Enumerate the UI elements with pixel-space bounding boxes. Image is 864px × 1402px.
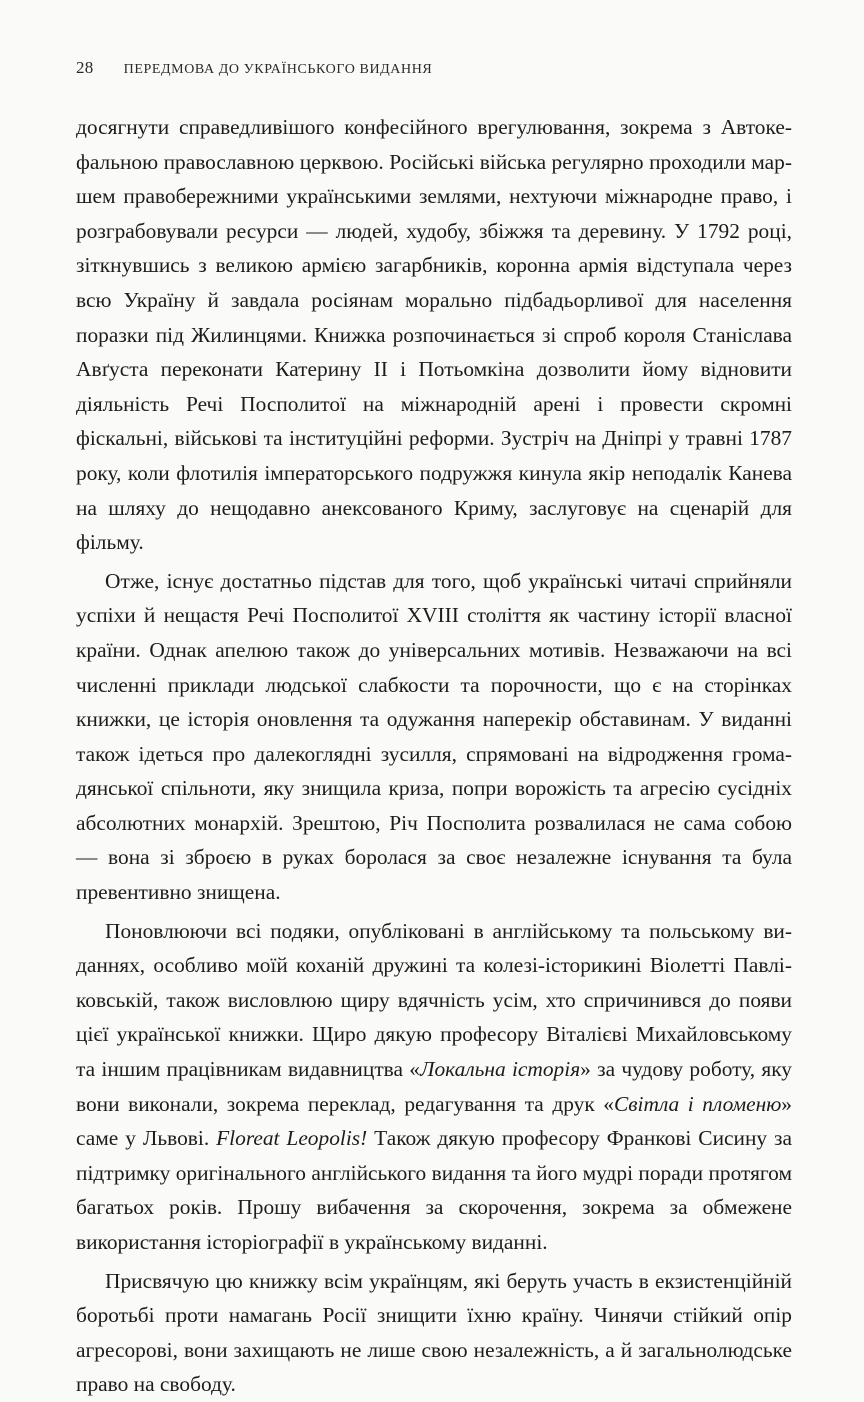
section-title: ПЕРЕДМОВА ДО УКРАЇНСЬКОГО ВИДАННЯ bbox=[123, 62, 433, 77]
paragraph-1: досягнути справедливішого конфесійного врегулювання, зокрема з Автокефальною православною церквою. Російські війська регулярно проходили маршем правобережними українськими землями, нехтуючи міжнародне право, і розграбовували ресурси — людей, худобу, збіжжя та деревину. У 1792 році, зіткнувшись з великою армією загарбників, коронна армія відступала через всю Україну й завдала росіянам морально підбадьорливої для населення поразки під Жилинцями. Книжка розпочинається зі спроб короля Станіслава Авґуста переконати Катерину II і Потьомкіна дозволити йому відновити діяльність Речі Посполитої на міжнародній арені і провести скромні фіскальні, військові та інституційні реформи. Зустріч на Дніпрі у травні 1787 року, коли флотилія імператорського подружжя кинула якір неподалік Канева на шляху до нещодавно анексованого Криму, заслуговує на сценарій для фільму. bbox=[76, 115, 792, 555]
paragraph-3-text-1: Поновлюючи всі подяки, опубліковані в англійському та польському виданнях, особливо моїй коханій дружині та колезі-історикині Віолетті Павліковській, також висловлюю щиру вдячність усім, хто спричинився до появи цієї української книжки. Щиро дякую професору Віталієві Михайловському та іншим працівникам видавництва « bbox=[76, 918, 792, 1082]
paragraph-3-text-2: » за чудову роботу, яку вони виконали, зокрема переклад, редагування та друк « bbox=[76, 1057, 792, 1116]
book-title: Світла і пломеню bbox=[614, 1091, 782, 1116]
page-number: 28 bbox=[76, 58, 94, 77]
publisher-name: Локальна історія bbox=[419, 1057, 581, 1082]
paragraph-4: Присвячую цю книжку всім українцям, які беруть участь в екзистенційній боротьбі проти намагань Росії знищити їхню країну. Чинячи стійкий опір агресорові, вони захищають не лише свою незалежність, а й загальнолюдське право на свободу. bbox=[76, 1268, 792, 1397]
body-text bbox=[76, 110, 792, 1402]
paragraph-3-text-3: » саме у Львові. bbox=[76, 1091, 792, 1151]
paragraph-3-text-4: Також дякую професору Франкові Сисину за підтримку оригінального англійського видання та його мудрі поради протягом багатьох років. Прошу вибачення за скорочення, зокрема за обмежене використання історіографії в українському виданні. bbox=[76, 1126, 792, 1254]
paragraph-2: Отже, існує достатньо підстав для того, щоб українські читачі сприйняли успіхи й нещастя Речі Посполитої XVIII століття як частину історії власної країни. Однак апелюю також до універсальних мотивів. Незважаючи на всі численні приклади людської слабкости та порочности, що є на сторінках книжки, це історія оновлення та одужання наперекір обставинам. У виданні також ідеться про далекоглядні зусилля, спрямовані на відродження громадянської спільноти, яку знищила криза, попри ворожість та агресію сусідніх абсолютних монархій. Зрештою, Річ Посполита розвалилася не сама собою — вона зі зброєю в руках боролася за своє незалежне існування та була превентивно знищена. bbox=[76, 568, 792, 905]
running-head bbox=[76, 58, 432, 78]
paragraph-3 bbox=[76, 914, 792, 1260]
latin-phrase: Floreat Leopolis! bbox=[216, 1126, 368, 1151]
